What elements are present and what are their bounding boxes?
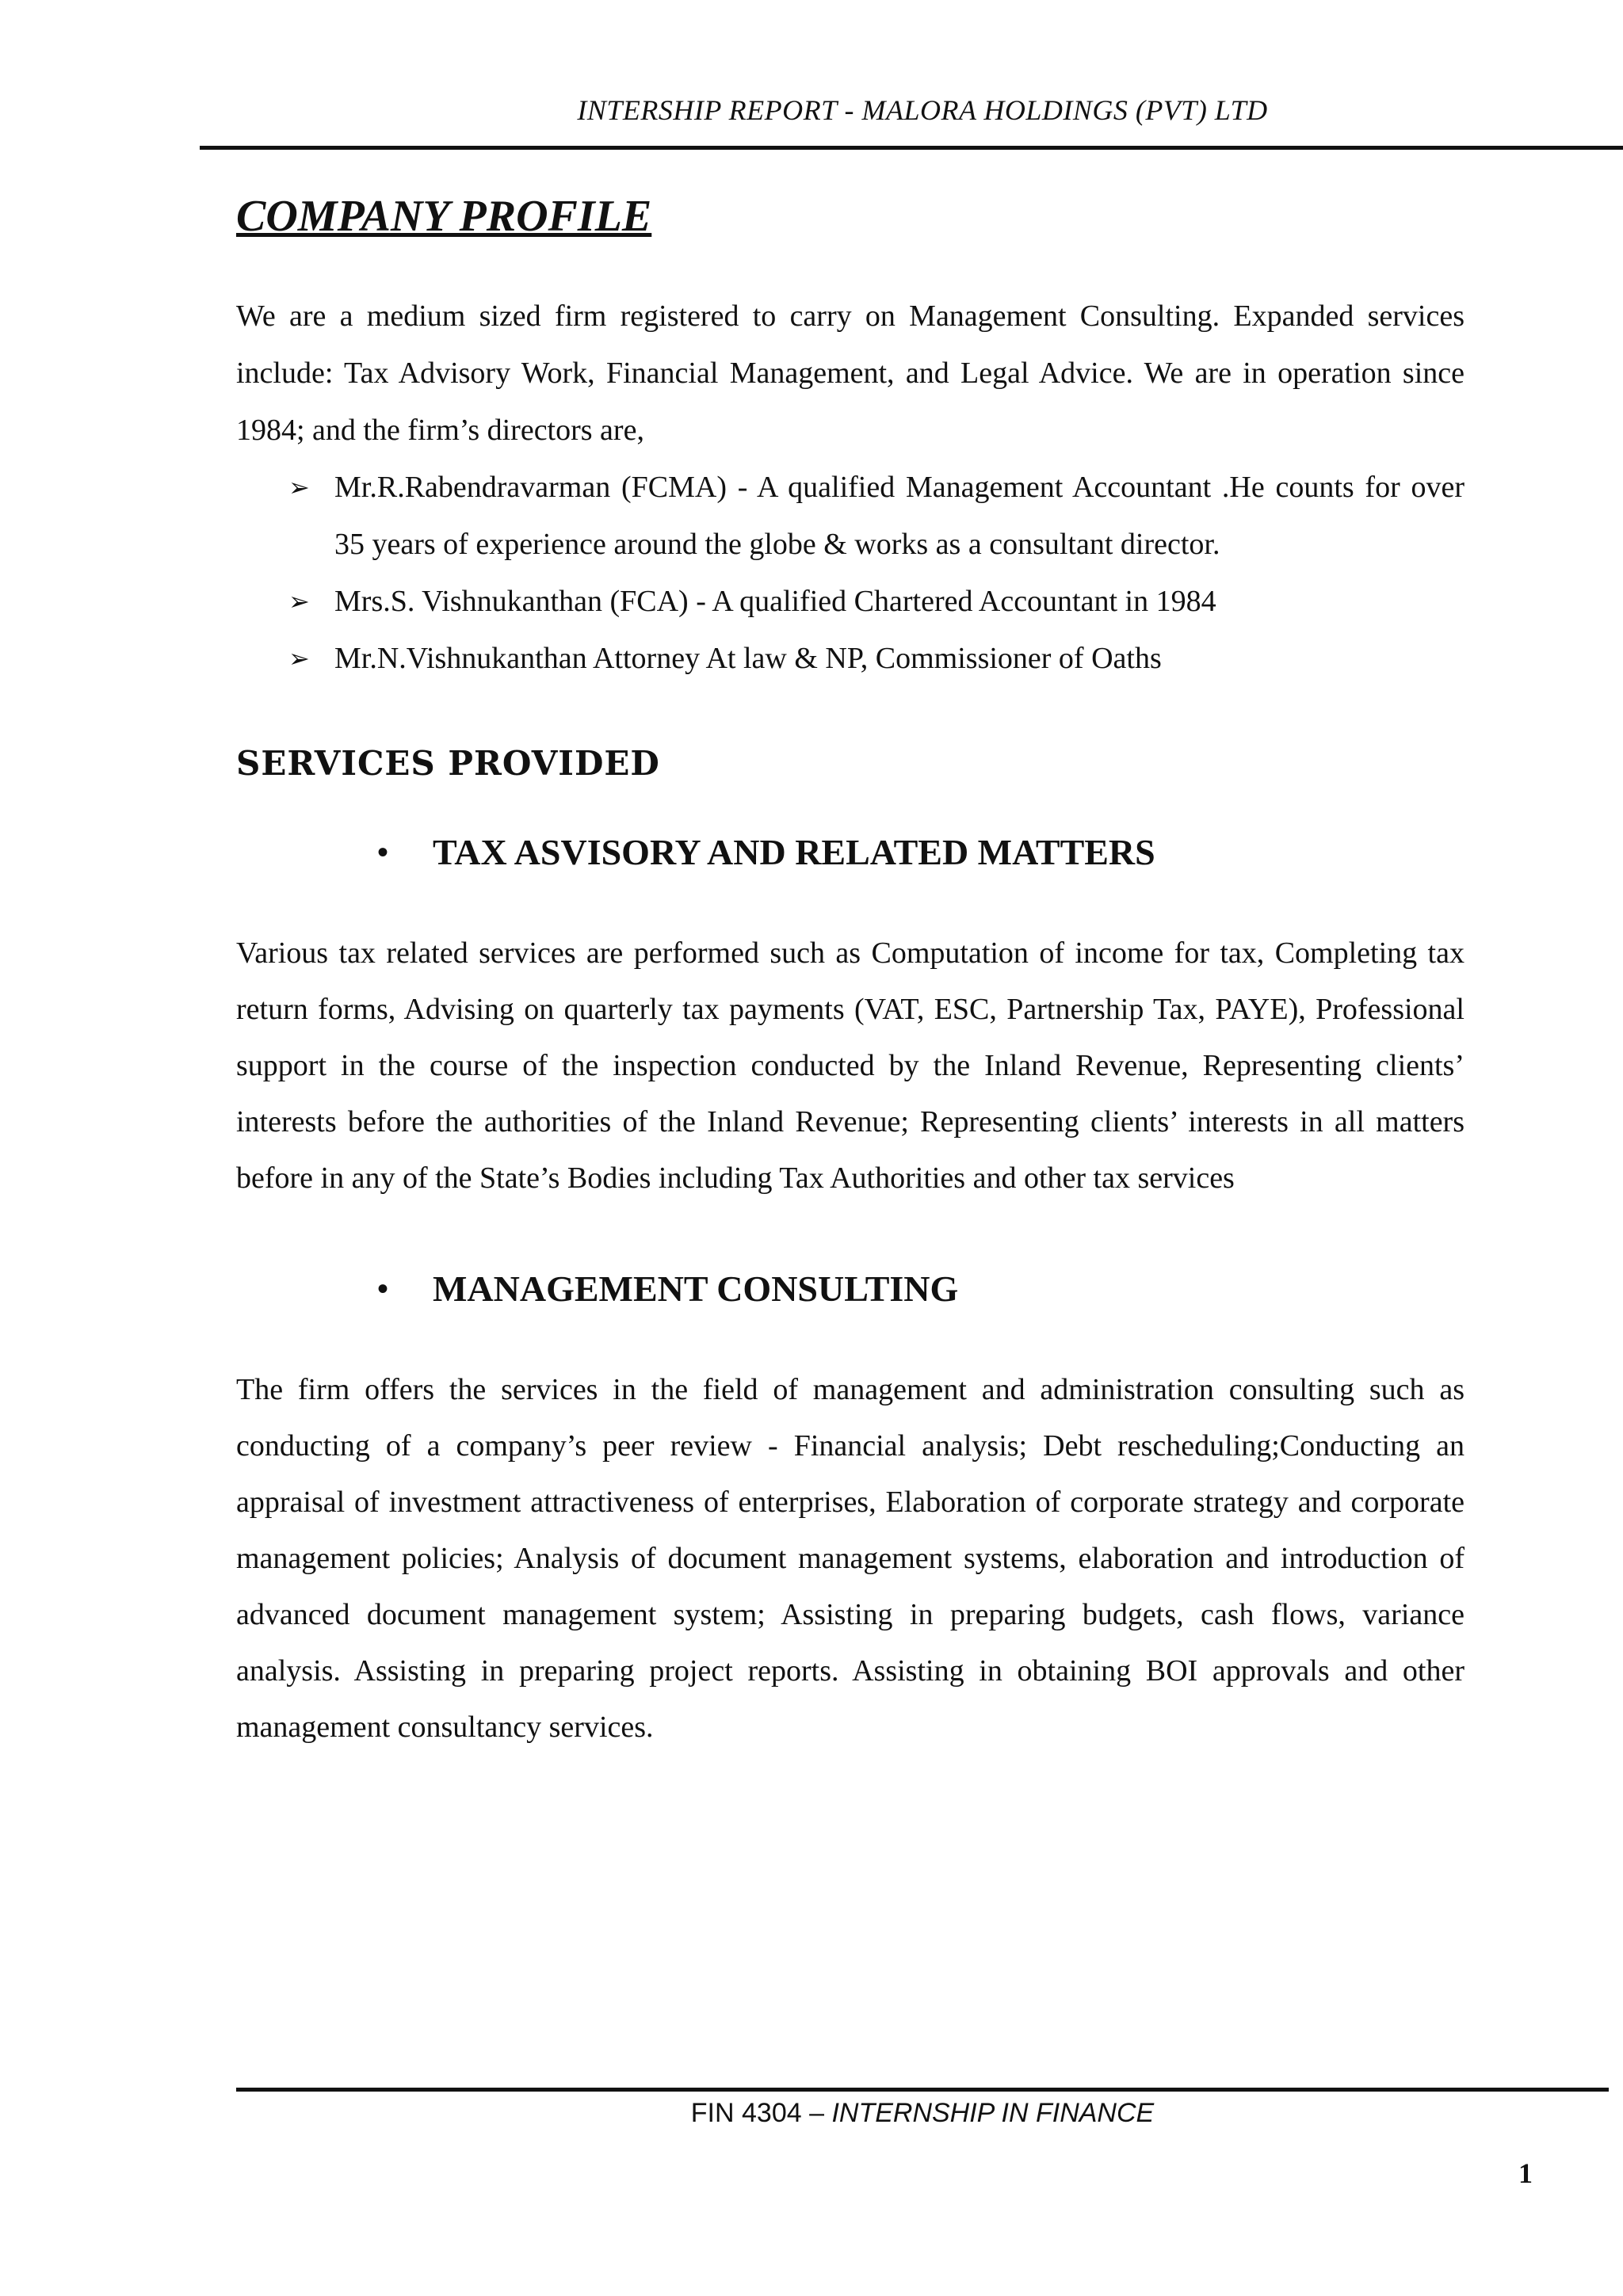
page-title: COMPANY PROFILE	[236, 192, 652, 241]
service-title-management	[236, 1265, 1465, 1313]
page-number: 1	[1518, 2157, 1533, 2189]
footer-course-name: INTERNSHIP IN FINANCE	[831, 2098, 1155, 2128]
service-body-tax: Various tax related services are performed such as Computation of income for tax, Completing tax return forms, Advising on quarterly tax payments (VAT, ESC, Partnership Tax, PAYE), Professional support in the course of the inspection conducted by the Inland Revenue, Representing clients’ interests before the authorities of the Inland Revenue; Representing clients’ interests in all matters before in any of the State’s Bodies including Tax Authorities and other tax services	[236, 936, 1465, 1196]
bullet-icon: •	[377, 1271, 389, 1307]
director-text: Mr.R.Rabendravarman (FCMA) - A qualified Management Accountant .He counts for over 35 years of experience around the globe & works as a consultant director.	[334, 471, 1465, 562]
service-title-tax	[236, 829, 1465, 876]
page-content	[236, 190, 1465, 1814]
list-item	[236, 573, 1465, 630]
director-text: Mr.N.Vishnukanthan Attorney At law & NP, Commissioner of Oaths	[334, 642, 1162, 676]
list-item	[236, 459, 1465, 573]
director-text: Mrs.S. Vishnukanthan (FCA) - A qualified Chartered Accountant in 1984	[334, 585, 1216, 619]
intro-paragraph: We are a medium sized firm registered to carry on Management Consulting. Expanded services include: Tax Advisory Work, Financial Management, and Legal Advice. We are in operation since 1984; and the firm’s directors are,	[236, 299, 1465, 448]
directors-list	[236, 459, 1465, 687]
page-header: INTERSHIP REPORT - MALORA HOLDINGS (PVT) LTD	[577, 94, 1268, 126]
service-body-management: The firm offers the services in the field of management and administration consulting such as conducting of a company’s peer review - Financial analysis; Debt rescheduling;Conducting an appraisal of investment attractiveness of enterprises, Elaboration of corporate strategy and corporate management policies; Analysis of document management systems, elaboration and introduction of advanced document management system; Assisting in preparing budgets, cash flows, variance analysis. Assisting in preparing project reports. Assisting in obtaining BOI approvals and other management consultancy services.	[236, 1373, 1465, 1745]
bullet-icon: •	[377, 834, 389, 871]
list-item	[236, 630, 1465, 687]
service-title-text: TAX ASVISORY AND RELATED MATTERS	[433, 832, 1155, 873]
arrow-bullet-icon: ➢	[288, 586, 310, 617]
arrow-bullet-icon: ➢	[288, 472, 310, 503]
service-title-text: MANAGEMENT CONSULTING	[433, 1268, 959, 1310]
header-rule	[200, 146, 1623, 150]
page-footer	[0, 2098, 1623, 2129]
footer-course-code: FIN 4304 –	[690, 2098, 832, 2128]
services-heading: SERVICES PROVIDED	[236, 744, 660, 784]
arrow-bullet-icon: ➢	[288, 643, 310, 674]
footer-rule	[236, 2088, 1609, 2092]
